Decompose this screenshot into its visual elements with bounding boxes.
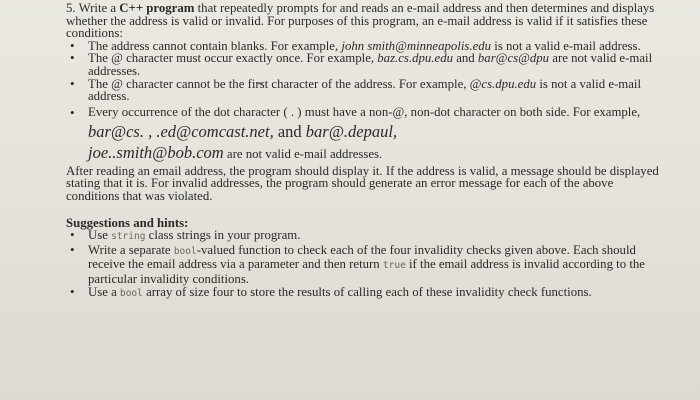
intro-pre: Write a (78, 1, 120, 15)
condition-text: The @ character must occur exactly once. For example, (88, 51, 378, 66)
suggestions-title: Suggestions and hints: (66, 215, 189, 230)
condition-text: Every occurrence of the dot character ( . ) must have a non-@, non-dot character on both side. For example, (88, 104, 641, 119)
condition-text: and (273, 121, 306, 141)
suggestion-text: if the email address is invalid according to the particular invalidity conditions. (88, 257, 645, 286)
condition-example: bar@.depaul, (305, 121, 398, 141)
code-term: bool (119, 287, 143, 299)
problem-statement (66, 2, 664, 40)
suggestions-list (66, 229, 664, 300)
intro-bold: C++ program (119, 1, 195, 15)
suggestion-text: class strings in your program. (145, 228, 301, 243)
condition-text: The @ character cannot be the fir̶st character of the address. For example, (88, 76, 470, 91)
suggestion-text: Write a separate (88, 242, 174, 257)
suggestion-item (70, 241, 664, 286)
suggestion-text: array of size four to store the results of calling each of these invalidity check functions. (142, 284, 592, 299)
condition-example: bar@cs. , .ed@comcast.net, (88, 121, 274, 141)
bullet-icon: • (70, 241, 75, 257)
code-term: string (111, 231, 146, 243)
condition-text: is not a valid e-mail address. (491, 38, 641, 53)
condition-text: and (453, 51, 478, 66)
condition-example: baz.cs.dpu.edu (377, 51, 453, 66)
bullet-icon: • (70, 37, 75, 53)
code-term: bool (173, 245, 197, 257)
bullet-icon: • (70, 283, 75, 299)
condition-text: The address cannot contain blanks. For example, (88, 38, 342, 53)
suggestion-text: Use (88, 228, 112, 243)
suggestion-item (70, 227, 664, 244)
condition-text: are not valid e-mail addresses. (223, 146, 383, 161)
condition-example: @cs.dpu.edu (469, 76, 537, 91)
condition-example: bar@cs@dpu (477, 51, 550, 66)
condition-example: joe..smith@bob.com (88, 142, 224, 162)
bullet-icon: • (70, 50, 75, 66)
bullet-icon: • (70, 104, 75, 120)
suggestion-text: Use a (88, 284, 120, 299)
bullet-icon: • (70, 227, 75, 243)
bullet-icon: • (70, 75, 75, 91)
condition-item (70, 75, 664, 104)
condition-example: john smith@minneapolis.edu (341, 38, 492, 53)
conditions-list (66, 37, 664, 164)
condition-text: are not valid e-mail addresses. (88, 51, 653, 78)
code-term: true (382, 260, 406, 272)
condition-text: is not a valid e-mail address. (88, 76, 642, 104)
problem-number: 5. (66, 1, 76, 15)
intro-rest: that repeatedly prompts for and reads an e-mail address and then determines and displays whether the address is valid or invalid. For purposes of this program, an e-mail address is valid if it satisfies these conditions: (66, 1, 655, 41)
condition-item (70, 103, 664, 164)
condition-item (70, 50, 664, 78)
suggestion-item (70, 283, 664, 301)
after-paragraph: After reading an email address, the program should display it. If the address is valid, a message should be displayed stating that it is. For invalid addresses, the program should generate an error message for each of the above conditions that was violated. (66, 163, 659, 203)
suggestion-text: -valued function to check each of the four invalidity checks given above. Each should receive the email address via a parameter and then return (88, 242, 636, 272)
